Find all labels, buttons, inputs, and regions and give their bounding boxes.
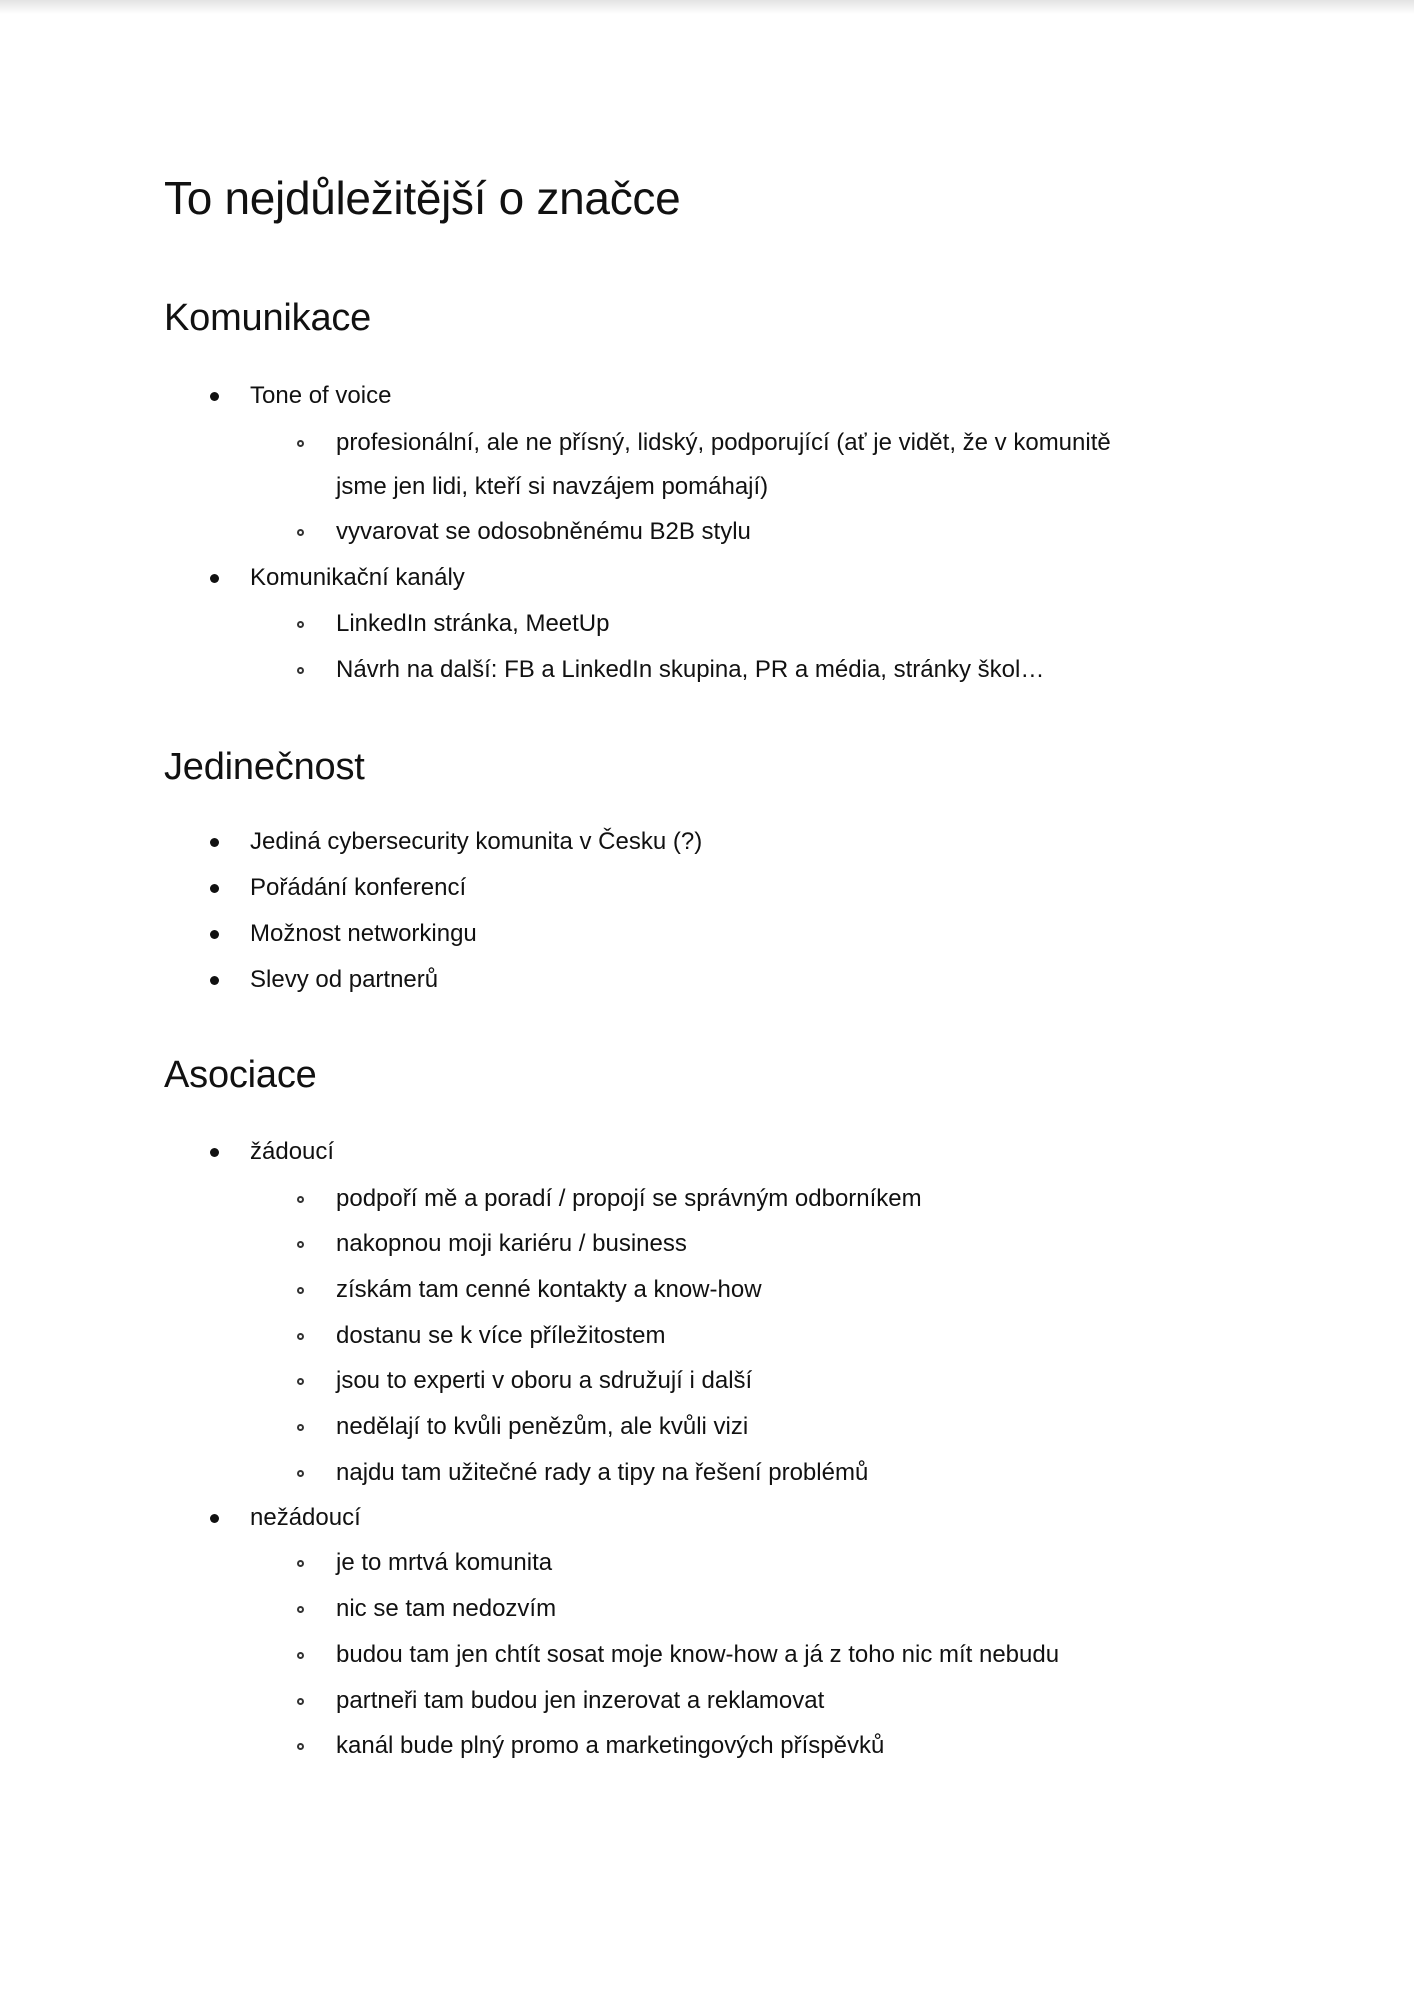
list-subitem: nic se tam nedozvím: [336, 1595, 557, 1622]
hollow-bullet-icon: [297, 1333, 304, 1340]
bullet-icon: [210, 838, 219, 847]
list-item: Komunikační kanály: [250, 564, 465, 591]
hollow-bullet-icon: [297, 1287, 304, 1294]
list-item: Jediná cybersecurity komunita v Česku (?): [250, 828, 703, 855]
bullet-icon: [210, 1514, 219, 1523]
list-item: Možnost networkingu: [250, 920, 477, 947]
hollow-bullet-icon: [297, 621, 304, 628]
list-subitem: nakopnou moji kariéru / business: [336, 1230, 687, 1257]
list-subitem: kanál bude plný promo a marketingových příspěvků: [336, 1732, 885, 1759]
hollow-bullet-icon: [297, 1743, 304, 1750]
hollow-bullet-icon: [297, 1698, 304, 1705]
list-subitem: budou tam jen chtít sosat moje know-how a já z toho nic mít nebudu: [336, 1641, 1060, 1668]
page-title: To nejdůležitější o značce: [164, 172, 681, 224]
list-item: nežádoucí: [250, 1504, 361, 1531]
hollow-bullet-icon: [297, 1652, 304, 1659]
hollow-bullet-icon: [297, 1606, 304, 1613]
hollow-bullet-icon: [297, 1560, 304, 1567]
hollow-bullet-icon: [297, 1196, 304, 1203]
bullet-icon: [210, 930, 219, 939]
list-subitem: podpoří mě a poradí / propojí se správným odborníkem: [336, 1185, 922, 1212]
list-subitem: najdu tam užitečné rady a tipy na řešení problémů: [336, 1459, 869, 1486]
list-subitem: je to mrtvá komunita: [336, 1549, 553, 1576]
section-heading-komunikace: Komunikace: [164, 297, 372, 339]
list-subitem: nedělají to kvůli penězům, ale kvůli vizi: [336, 1413, 749, 1440]
list-subitem: Návrh na další: FB a LinkedIn skupina, PR a média, stránky škol…: [336, 656, 1045, 683]
list-item: Pořádání konferencí: [250, 874, 467, 901]
list-subitem: profesionální, ale ne přísný, lidský, podporující (ať je vidět, že v komunitě: [336, 429, 1111, 456]
hollow-bullet-icon: [297, 667, 304, 674]
hollow-bullet-icon: [297, 529, 304, 536]
hollow-bullet-icon: [297, 1378, 304, 1385]
bullet-icon: [210, 976, 219, 985]
list-item: Slevy od partnerů: [250, 966, 439, 993]
list-subitem: dostanu se k více příležitostem: [336, 1322, 666, 1349]
bullet-icon: [210, 884, 219, 893]
list-item: Tone of voice: [250, 382, 392, 409]
list-subitem: získám tam cenné kontakty a know-how: [336, 1276, 762, 1303]
list-item: žádoucí: [250, 1138, 335, 1165]
list-subitem-continuation: jsme jen lidi, kteří si navzájem pomáhají): [336, 473, 769, 500]
section-heading-jedinecnost: Jedinečnost: [164, 746, 365, 788]
bullet-icon: [210, 392, 219, 401]
hollow-bullet-icon: [297, 1241, 304, 1248]
hollow-bullet-icon: [297, 1470, 304, 1477]
hollow-bullet-icon: [297, 440, 304, 447]
list-subitem: partneři tam budou jen inzerovat a reklamovat: [336, 1687, 825, 1714]
bullet-icon: [210, 1148, 219, 1157]
list-subitem: LinkedIn stránka, MeetUp: [336, 610, 610, 637]
section-heading-asociace: Asociace: [164, 1054, 317, 1096]
list-subitem: jsou to experti v oboru a sdružují i další: [336, 1367, 753, 1394]
hollow-bullet-icon: [297, 1424, 304, 1431]
bullet-icon: [210, 574, 219, 583]
list-subitem: vyvarovat se odosobněnému B2B stylu: [336, 518, 751, 545]
